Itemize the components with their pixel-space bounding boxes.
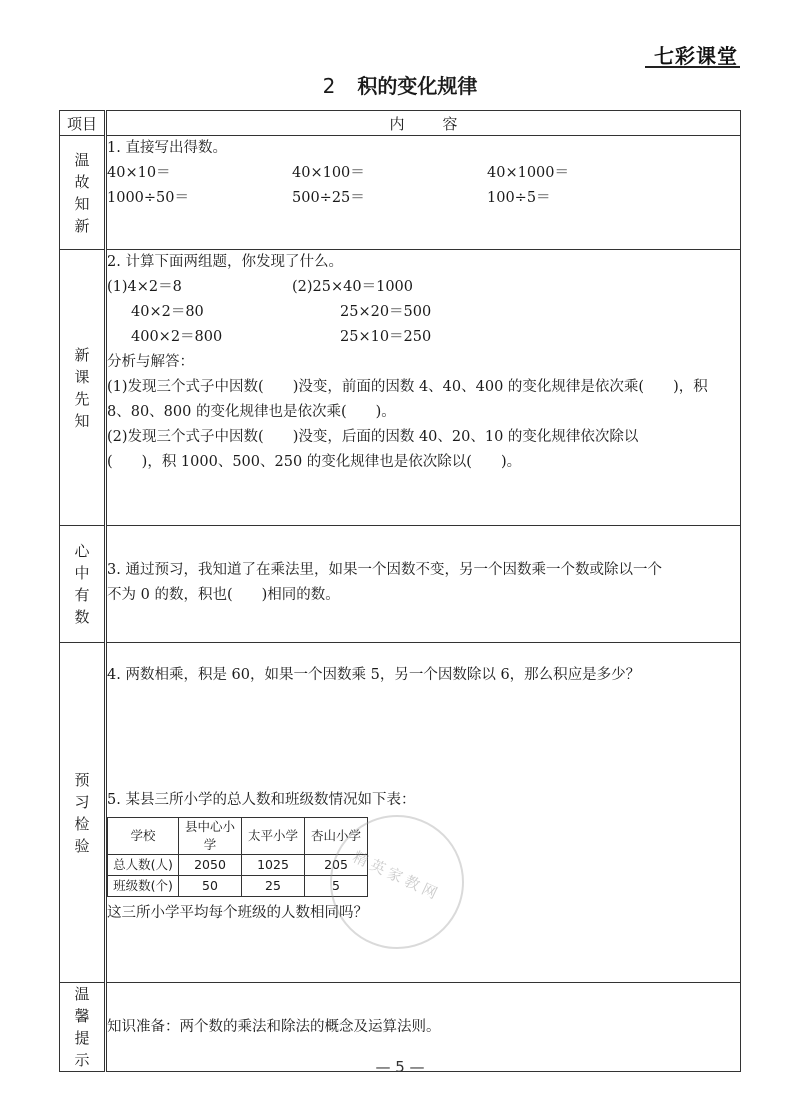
calc-item: 25×20＝500 bbox=[340, 304, 432, 320]
header-item: 项目 bbox=[60, 111, 106, 136]
question-1: 1. 直接写出得数。 bbox=[107, 140, 227, 156]
header-row bbox=[60, 111, 741, 136]
section-label: 心中有数 bbox=[60, 526, 106, 643]
table-cell: 5 bbox=[305, 876, 368, 897]
header-content: 内容 bbox=[106, 111, 741, 136]
calc-item: 1000÷50＝ bbox=[107, 190, 190, 206]
question-2: 2. 计算下面两组题，你发现了什么。 bbox=[107, 254, 343, 270]
calc-item: 40×10＝ bbox=[107, 165, 171, 181]
title-text: 积的变化规律 bbox=[357, 74, 478, 98]
tips-text: 知识准备：两个数的乘法和除法的概念及运算法则。 bbox=[107, 1018, 441, 1035]
calc-item: 40×100＝ bbox=[292, 165, 365, 181]
section-label: 新课先知 bbox=[60, 250, 106, 526]
calc-item: 40×1000＝ bbox=[487, 165, 570, 181]
answer-1-line: 8、80、800 的变化规律也是依次乘( )。 bbox=[107, 404, 396, 420]
section-understanding bbox=[60, 526, 741, 643]
table-header: 学校 bbox=[108, 818, 179, 855]
table-cell: 50 bbox=[179, 876, 242, 897]
section-label: 温故知新 bbox=[60, 136, 106, 250]
answer-1-line: (1)发现三个式子中因数( )没变，前面的因数 4、40、400 的变化规律是依次乘( )，积 bbox=[107, 379, 708, 395]
section-label: 预习检验 bbox=[60, 643, 106, 983]
section-label: 温馨提示 bbox=[60, 983, 106, 1072]
calc-pair bbox=[107, 275, 740, 300]
table-row bbox=[108, 876, 368, 897]
calc-item: 40×2＝80 bbox=[131, 304, 204, 320]
calc-item: (2)25×40＝1000 bbox=[292, 279, 413, 295]
table-cell: 班级数(个) bbox=[108, 876, 179, 897]
section-content bbox=[106, 526, 741, 643]
question-5-prompt: 这三所小学平均每个班级的人数相同吗？ bbox=[107, 905, 368, 921]
calc-item: 400×2＝800 bbox=[131, 329, 223, 345]
answer-space bbox=[107, 688, 740, 788]
calc-item: 100÷5＝ bbox=[487, 190, 551, 206]
question-4: 4. 两数相乘，积是 60，如果一个因数乘 5，另一个因数除以 6，那么积应是多少？ bbox=[107, 667, 641, 683]
brand-underline bbox=[645, 66, 740, 68]
calc-row bbox=[107, 186, 740, 211]
page-number: — 5 — bbox=[375, 1058, 425, 1076]
answer-2-line: ( )，积 1000、500、250 的变化规律也是依次除以( )。 bbox=[107, 454, 522, 470]
calc-pair bbox=[107, 325, 740, 350]
table-cell: 205 bbox=[305, 855, 368, 876]
table-cell: 2050 bbox=[179, 855, 242, 876]
calc-pair bbox=[107, 300, 740, 325]
table-cell: 总人数(人) bbox=[108, 855, 179, 876]
calc-row bbox=[107, 161, 740, 186]
table-header: 杏山小学 bbox=[305, 818, 368, 855]
brand-logo: 七彩课堂 bbox=[654, 44, 738, 68]
table-row bbox=[108, 855, 368, 876]
section-new-lesson bbox=[60, 250, 741, 526]
section-content bbox=[106, 250, 741, 526]
table-cell: 25 bbox=[242, 876, 305, 897]
page-title bbox=[0, 70, 800, 99]
answer-2-line: (2)发现三个式子中因数( )没变，后面的因数 40、20、10 的变化规律依次除以 bbox=[107, 429, 639, 445]
question-3-line: 3. 通过预习，我知道了在乘法里，如果一个因数不变，另一个因数乘一个数或除以一个 bbox=[107, 562, 662, 578]
table-header: 太平小学 bbox=[242, 818, 305, 855]
table-cell: 1025 bbox=[242, 855, 305, 876]
table-header: 县中心小学 bbox=[179, 818, 242, 855]
title-number: 2 bbox=[322, 74, 336, 98]
section-review bbox=[60, 136, 741, 250]
question-3-line: 不为 0 的数，积也( )相同的数。 bbox=[107, 587, 340, 603]
watermark-stamp: 精英家教网 bbox=[330, 815, 464, 949]
school-table bbox=[107, 817, 368, 897]
calc-item: (1)4×2＝8 bbox=[107, 279, 182, 295]
analysis-label: 分析与解答： bbox=[107, 354, 194, 370]
table-header-row bbox=[108, 818, 368, 855]
calc-item: 500÷25＝ bbox=[292, 190, 365, 206]
section-content bbox=[106, 136, 741, 250]
question-5: 5. 某县三所小学的总人数和班级数情况如下表： bbox=[107, 792, 416, 808]
calc-item: 25×10＝250 bbox=[340, 329, 432, 345]
